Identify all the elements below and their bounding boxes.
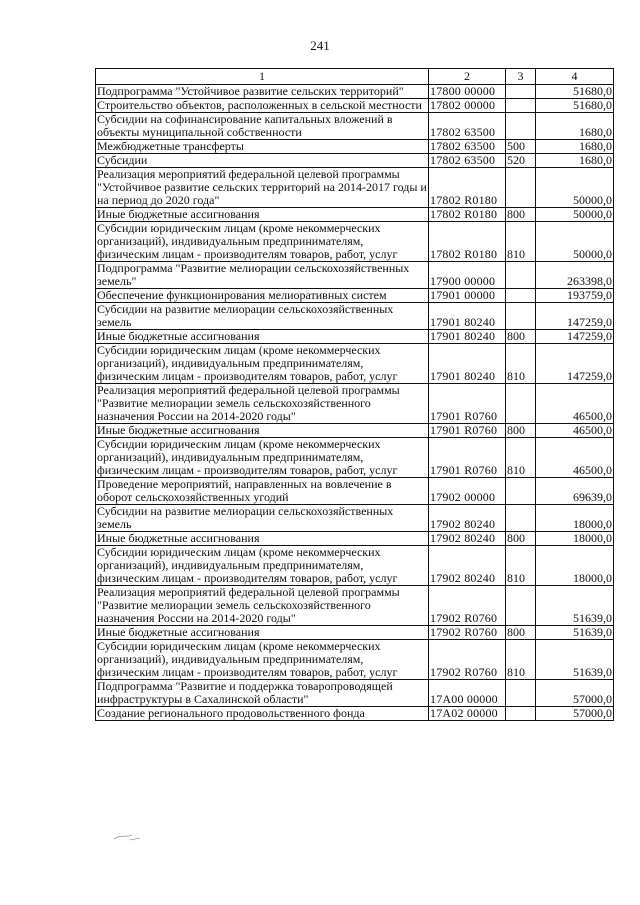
- table-row: [96, 640, 614, 680]
- table-row: [96, 262, 614, 289]
- row-name-cell: Субсидии на софинансирование капитальных вложений в объекты муниципальной собственности: [96, 113, 429, 140]
- row-code-cell: 17802 63500: [429, 154, 506, 168]
- row-amount-cell: 57000,0: [536, 707, 614, 721]
- table-row: [96, 113, 614, 140]
- header-col-name: 1: [96, 69, 429, 85]
- table-row: [96, 424, 614, 438]
- table-body: [96, 85, 614, 721]
- row-type-cell: [506, 303, 536, 330]
- row-amount-cell: 1680,0: [536, 154, 614, 168]
- row-amount-cell: 51639,0: [536, 586, 614, 626]
- row-amount-cell: 1680,0: [536, 140, 614, 154]
- row-code-cell: 17901 80240: [429, 303, 506, 330]
- page-number: 241: [310, 38, 330, 53]
- row-code-cell: 17А00 00000: [429, 680, 506, 707]
- pen-mark-icon: [112, 830, 142, 842]
- row-amount-cell: 193759,0: [536, 289, 614, 303]
- table-row: [96, 586, 614, 626]
- table-row: [96, 438, 614, 478]
- row-amount-cell: 51680,0: [536, 99, 614, 113]
- table-row: [96, 140, 614, 154]
- budget-table: [95, 68, 614, 721]
- row-code-cell: 17902 R0760: [429, 640, 506, 680]
- row-name-cell: Обеспечение функционирования мелиоративных систем: [96, 289, 429, 303]
- table-header: [96, 69, 614, 85]
- row-name-cell: Иные бюджетные ассигнования: [96, 330, 429, 344]
- table-row: [96, 208, 614, 222]
- row-name-cell: Межбюджетные трансферты: [96, 140, 429, 154]
- row-name-cell: Создание регионального продовольственного фонда: [96, 707, 429, 721]
- row-name-cell: Иные бюджетные ассигнования: [96, 532, 429, 546]
- row-name-cell: Иные бюджетные ассигнования: [96, 208, 429, 222]
- row-name-cell: Подпрограмма "Устойчивое развитие сельских территорий": [96, 85, 429, 99]
- row-type-cell: [506, 586, 536, 626]
- table-row: [96, 626, 614, 640]
- row-type-cell: 800: [506, 208, 536, 222]
- row-code-cell: 17802 R0180: [429, 168, 506, 208]
- row-amount-cell: 51639,0: [536, 640, 614, 680]
- row-code-cell: 17802 63500: [429, 140, 506, 154]
- header-row: [96, 69, 614, 85]
- row-type-cell: 800: [506, 532, 536, 546]
- row-type-cell: 810: [506, 640, 536, 680]
- table-row: [96, 222, 614, 262]
- row-code-cell: 17902 80240: [429, 546, 506, 586]
- row-type-cell: [506, 478, 536, 505]
- row-amount-cell: 263398,0: [536, 262, 614, 289]
- row-name-cell: Подпрограмма "Развитие мелиорации сельскохозяйственных земель": [96, 262, 429, 289]
- row-code-cell: 17901 80240: [429, 344, 506, 384]
- header-col-type: 3: [506, 69, 536, 85]
- row-type-cell: [506, 505, 536, 532]
- row-type-cell: [506, 99, 536, 113]
- row-name-cell: Подпрограмма "Развитие и поддержка товаропроводящей инфраструктуры в Сахалинской области": [96, 680, 429, 707]
- table-row: [96, 99, 614, 113]
- row-type-cell: 810: [506, 344, 536, 384]
- row-code-cell: 17901 80240: [429, 330, 506, 344]
- row-name-cell: Субсидии на развитие мелиорации сельскохозяйственных земель: [96, 505, 429, 532]
- row-type-cell: 520: [506, 154, 536, 168]
- row-code-cell: 17800 00000: [429, 85, 506, 99]
- table-row: [96, 289, 614, 303]
- row-code-cell: 17802 R0180: [429, 208, 506, 222]
- row-code-cell: 17901 00000: [429, 289, 506, 303]
- table-row: [96, 478, 614, 505]
- header-col-amount: 4: [536, 69, 614, 85]
- row-code-cell: 17901 R0760: [429, 424, 506, 438]
- table-row: [96, 85, 614, 99]
- row-amount-cell: 51639,0: [536, 626, 614, 640]
- row-type-cell: [506, 384, 536, 424]
- row-type-cell: [506, 289, 536, 303]
- row-type-cell: 800: [506, 424, 536, 438]
- header-col-code: 2: [429, 69, 506, 85]
- row-type-cell: [506, 85, 536, 99]
- row-type-cell: 800: [506, 626, 536, 640]
- row-amount-cell: 46500,0: [536, 384, 614, 424]
- table-row: [96, 532, 614, 546]
- row-code-cell: 17902 80240: [429, 505, 506, 532]
- row-code-cell: 17802 00000: [429, 99, 506, 113]
- row-amount-cell: 147259,0: [536, 344, 614, 384]
- row-type-cell: 810: [506, 546, 536, 586]
- row-amount-cell: 1680,0: [536, 113, 614, 140]
- row-name-cell: Проведение мероприятий, направленных на вовлечение в оборот сельскохозяйственных угодий: [96, 478, 429, 505]
- row-code-cell: 17902 R0760: [429, 586, 506, 626]
- row-code-cell: 17901 R0760: [429, 438, 506, 478]
- row-type-cell: [506, 168, 536, 208]
- row-name-cell: Строительство объектов, расположенных в сельской местности: [96, 99, 429, 113]
- row-amount-cell: 50000,0: [536, 222, 614, 262]
- row-type-cell: [506, 262, 536, 289]
- row-name-cell: Реализация мероприятий федеральной целевой программы "Развитие мелиорации земель сельскохозяйственного назначения России на 2014-2020 годы": [96, 384, 429, 424]
- row-amount-cell: 69639,0: [536, 478, 614, 505]
- row-code-cell: 17902 80240: [429, 532, 506, 546]
- row-code-cell: 17802 63500: [429, 113, 506, 140]
- row-type-cell: [506, 707, 536, 721]
- row-type-cell: 810: [506, 438, 536, 478]
- row-name-cell: Иные бюджетные ассигнования: [96, 626, 429, 640]
- row-code-cell: 17802 R0180: [429, 222, 506, 262]
- row-type-cell: 800: [506, 330, 536, 344]
- table-row: [96, 384, 614, 424]
- row-name-cell: Субсидии юридическим лицам (кроме некоммерческих организаций), индивидуальным предпринимателям, физическим лицам - производителям товаров, работ, услуг: [96, 222, 429, 262]
- row-code-cell: 17А02 00000: [429, 707, 506, 721]
- row-code-cell: 17900 00000: [429, 262, 506, 289]
- row-name-cell: Субсидии юридическим лицам (кроме некоммерческих организаций), индивидуальным предпринимателям, физическим лицам - производителям товаров, работ, услуг: [96, 438, 429, 478]
- row-amount-cell: 57000,0: [536, 680, 614, 707]
- row-amount-cell: 50000,0: [536, 208, 614, 222]
- row-name-cell: Субсидии: [96, 154, 429, 168]
- row-name-cell: Субсидии юридическим лицам (кроме некоммерческих организаций), индивидуальным предпринимателям, физическим лицам - производителям товаров, работ, услуг: [96, 344, 429, 384]
- row-amount-cell: 147259,0: [536, 303, 614, 330]
- row-name-cell: Субсидии юридическим лицам (кроме некоммерческих организаций), индивидуальным предпринимателям, физическим лицам - производителям товаров, работ, услуг: [96, 640, 429, 680]
- row-type-cell: 500: [506, 140, 536, 154]
- table-row: [96, 154, 614, 168]
- table-row: [96, 505, 614, 532]
- table-row: [96, 680, 614, 707]
- row-amount-cell: 50000,0: [536, 168, 614, 208]
- table-row: [96, 168, 614, 208]
- row-name-cell: Иные бюджетные ассигнования: [96, 424, 429, 438]
- row-amount-cell: 46500,0: [536, 438, 614, 478]
- row-amount-cell: 18000,0: [536, 546, 614, 586]
- row-type-cell: [506, 680, 536, 707]
- table-row: [96, 330, 614, 344]
- row-type-cell: [506, 113, 536, 140]
- row-code-cell: 17902 R0760: [429, 626, 506, 640]
- table-row: [96, 546, 614, 586]
- table-row: [96, 344, 614, 384]
- row-amount-cell: 18000,0: [536, 532, 614, 546]
- row-name-cell: Реализация мероприятий федеральной целевой программы "Устойчивое развитие сельских территорий на 2014-2017 годы и на период до 2020 года": [97, 167, 427, 207]
- row-code-cell: 17902 00000: [429, 478, 506, 505]
- row-amount-cell: 51680,0: [536, 85, 614, 99]
- row-name-cell: Реализация мероприятий федеральной целевой программы "Развитие мелиорации земель сельскохозяйственного назначения России на 2014-2020 годы": [96, 586, 429, 626]
- row-type-cell: 810: [506, 222, 536, 262]
- row-code-cell: 17901 R0760: [429, 384, 506, 424]
- row-name-cell: Субсидии на развитие мелиорации сельскохозяйственных земель: [96, 303, 429, 330]
- row-amount-cell: 147259,0: [536, 330, 614, 344]
- row-name-cell: Субсидии юридическим лицам (кроме некоммерческих организаций), индивидуальным предпринимателям, физическим лицам - производителям товаров, работ, услуг: [96, 546, 429, 586]
- row-amount-cell: 46500,0: [536, 424, 614, 438]
- table-row: [96, 707, 614, 721]
- row-amount-cell: 18000,0: [536, 505, 614, 532]
- table-row: [96, 303, 614, 330]
